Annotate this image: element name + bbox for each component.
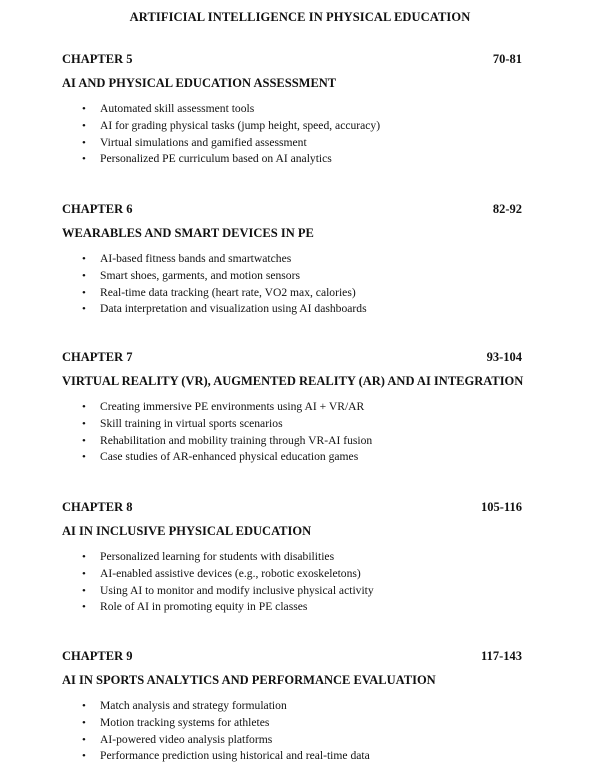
topic-text: Personalized PE curriculum based on AI analytics xyxy=(100,152,332,166)
chapter-number: CHAPTER 9 xyxy=(62,649,133,663)
topic-item xyxy=(62,268,522,285)
topic-list xyxy=(62,549,522,616)
topic-text: AI-powered video analysis platforms xyxy=(100,732,273,746)
topic-text: Role of AI in promoting equity in PE classes xyxy=(100,600,308,614)
chapter-header xyxy=(62,350,522,366)
topic-item xyxy=(62,118,522,135)
topic-item xyxy=(62,101,522,118)
chapter-section xyxy=(62,202,522,318)
topic-text: Skill training in virtual sports scenarios xyxy=(100,416,283,430)
chapter-header xyxy=(62,202,522,218)
topic-text: Real-time data tracking (heart rate, VO2 max, calories) xyxy=(100,285,356,299)
chapter-title: AI IN INCLUSIVE PHYSICAL EDUCATION xyxy=(62,524,312,538)
bullet-icon: • xyxy=(82,136,86,149)
topic-text: Data interpretation and visualization using AI dashboards xyxy=(100,302,367,316)
topic-list xyxy=(62,399,522,466)
topic-item xyxy=(62,715,522,732)
bullet-icon: • xyxy=(82,601,86,614)
topic-text: Performance prediction using historical and real-time data xyxy=(100,749,370,763)
bullet-icon: • xyxy=(82,700,86,712)
chapter-page-range: 70-81 xyxy=(492,52,522,66)
document-title: ARTIFICIAL INTELLIGENCE IN PHYSICAL EDUCATION xyxy=(129,10,471,24)
topic-item xyxy=(62,151,522,168)
topic-text: Virtual simulations and gamified assessment xyxy=(100,135,307,149)
chapter-header xyxy=(62,500,522,516)
bullet-icon: • xyxy=(82,733,86,746)
topic-item xyxy=(62,135,522,152)
topic-item xyxy=(62,549,522,566)
chapter-header xyxy=(62,649,522,665)
topic-item xyxy=(62,251,522,268)
chapter-page-range: 117-143 xyxy=(481,649,522,663)
topic-text: AI-enabled assistive devices (e.g., robotic exoskeletons) xyxy=(100,566,361,580)
chapter-number: CHAPTER 6 xyxy=(62,202,133,216)
chapter-title: VIRTUAL REALITY (VR), AUGMENTED REALITY (AR) AND AI INTEGRATION xyxy=(62,374,524,388)
topic-item xyxy=(62,599,522,616)
bullet-icon: • xyxy=(82,153,86,166)
topic-item xyxy=(62,698,522,715)
topic-list xyxy=(62,101,522,168)
chapter-page-range: 82-92 xyxy=(492,202,522,216)
chapter-section xyxy=(62,649,522,765)
topic-item xyxy=(62,583,522,600)
bullet-icon: • xyxy=(82,584,86,597)
chapter-header xyxy=(62,52,522,68)
chapter-title: AI AND PHYSICAL EDUCATION ASSESSMENT xyxy=(62,76,337,90)
bullet-icon: • xyxy=(82,269,86,282)
bullet-icon: • xyxy=(82,417,86,430)
topic-text: AI-based fitness bands and smartwatches xyxy=(100,252,292,265)
topic-item xyxy=(62,399,522,416)
topic-item xyxy=(62,416,522,433)
topic-text: Motion tracking systems for athletes xyxy=(100,715,270,729)
bullet-icon: • xyxy=(82,451,86,464)
bullet-icon: • xyxy=(82,401,86,413)
chapter-title: WEARABLES AND SMART DEVICES IN PE xyxy=(62,226,314,240)
topic-item xyxy=(62,748,522,765)
topic-text: Case studies of AR-enhanced physical education games xyxy=(100,450,359,464)
chapter-section xyxy=(62,350,522,466)
topic-text: Smart shoes, garments, and motion sensors xyxy=(100,268,300,282)
bullet-icon: • xyxy=(82,103,86,115)
topic-text: Using AI to monitor and modify inclusive physical activity xyxy=(100,583,374,597)
bullet-icon: • xyxy=(82,716,86,729)
chapter-page-range: 105-116 xyxy=(481,500,522,514)
chapter-page-range: 93-104 xyxy=(486,350,522,364)
bullet-icon: • xyxy=(82,303,86,316)
topic-text: Match analysis and strategy formulation xyxy=(100,699,287,712)
bullet-icon: • xyxy=(82,253,86,265)
chapter-number: CHAPTER 5 xyxy=(62,52,133,66)
topic-text: AI for grading physical tasks (jump height, speed, accuracy) xyxy=(100,118,381,132)
bullet-icon: • xyxy=(82,750,86,763)
topic-text: Rehabilitation and mobility training through VR-AI fusion xyxy=(100,433,373,447)
chapter-number: CHAPTER 7 xyxy=(62,350,133,364)
bullet-icon: • xyxy=(82,434,86,447)
topic-item xyxy=(62,732,522,749)
topic-text: Creating immersive PE environments using AI + VR/AR xyxy=(100,400,365,413)
bullet-icon: • xyxy=(82,551,86,563)
bullet-icon: • xyxy=(82,567,86,580)
topic-text: Personalized learning for students with disabilities xyxy=(100,550,335,563)
chapter-title: AI IN SPORTS ANALYTICS AND PERFORMANCE EVALUATION xyxy=(62,673,436,687)
topic-item xyxy=(62,566,522,583)
topic-list xyxy=(62,251,522,318)
bullet-icon: • xyxy=(82,286,86,299)
topic-item xyxy=(62,301,522,318)
topic-item xyxy=(62,433,522,450)
chapter-section xyxy=(62,500,522,616)
bullet-icon: • xyxy=(82,119,86,132)
chapter-section xyxy=(62,52,522,168)
topic-list xyxy=(62,698,522,765)
topic-item xyxy=(62,449,522,466)
chapter-number: CHAPTER 8 xyxy=(62,500,133,514)
topic-item xyxy=(62,285,522,302)
topic-text: Automated skill assessment tools xyxy=(100,102,255,115)
